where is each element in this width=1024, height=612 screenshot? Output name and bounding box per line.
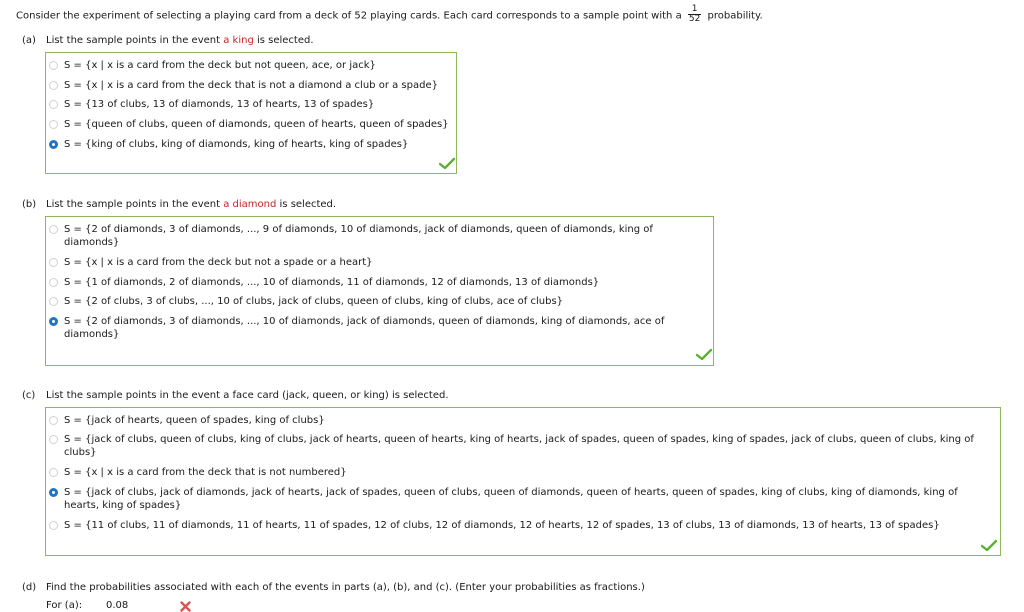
- radio-button[interactable]: [49, 61, 58, 70]
- prompt-a-pre: List the sample points in the event: [46, 35, 224, 46]
- intro-text: Consider the experiment of selecting a playing card from a deck of 52 playing cards. Each card corresponds to a sample point with a: [16, 10, 682, 22]
- option-text: S = {x | x is a card from the deck that is not a diamond a club or a spade}: [64, 80, 438, 91]
- answer-input-a[interactable]: 0.08: [106, 600, 129, 611]
- radio-button-selected[interactable]: [49, 140, 58, 149]
- prompt-b-highlight: a diamond: [223, 199, 277, 210]
- radio-button[interactable]: [49, 258, 58, 267]
- correct-check-icon: [696, 348, 712, 360]
- answer-box-b: [45, 216, 714, 366]
- radio-button[interactable]: [49, 225, 58, 234]
- option-text: S = {king of clubs, king of diamonds, king of hearts, king of spades}: [64, 139, 409, 150]
- radio-button[interactable]: [49, 278, 58, 287]
- prompt-c: List the sample points in the event a face card (jack, queen, or king) is selected.: [46, 390, 449, 401]
- radio-button-selected[interactable]: [49, 317, 58, 326]
- correct-check-icon: [981, 539, 997, 551]
- radio-button[interactable]: [49, 521, 58, 530]
- incorrect-x-icon: [180, 601, 191, 612]
- option-text: S = {13 of clubs, 13 of diamonds, 13 of hearts, 13 of spades}: [64, 99, 375, 110]
- correct-check-icon: [439, 157, 455, 169]
- radio-button-selected[interactable]: [49, 488, 58, 497]
- option-a-2[interactable]: [49, 79, 438, 92]
- option-c-3[interactable]: [49, 466, 347, 479]
- option-text: S = {jack of clubs, jack of diamonds, jack of hearts, jack of spades, queen of clubs, queen of diamonds, queen of hearts, queen of spades, king of clubs, king of diamonds, king of hearts, king of spades}: [64, 487, 958, 511]
- part-label-c: (c): [22, 390, 36, 401]
- option-c-2[interactable]: [49, 433, 984, 459]
- option-text: S = {queen of clubs, queen of diamonds, queen of hearts, queen of spades}: [64, 119, 449, 130]
- problem-intro: [16, 6, 763, 25]
- fraction-numerator: 1: [688, 5, 701, 15]
- option-b-3[interactable]: [49, 276, 599, 289]
- part-label-a: (a): [22, 35, 36, 46]
- option-a-4[interactable]: [49, 118, 449, 131]
- option-text: S = {2 of diamonds, 3 of diamonds, ..., 9 of diamonds, 10 of diamonds, jack of diamonds, queen of diamonds, king of diamonds}: [64, 224, 653, 248]
- answer-label-a: For (a):: [46, 600, 83, 611]
- option-b-5[interactable]: [49, 315, 689, 341]
- option-b-1[interactable]: [49, 223, 689, 249]
- option-text: S = {jack of clubs, queen of clubs, king of clubs, jack of hearts, queen of hearts, king of hearts, jack of spades, queen of spades, king of spades, jack of clubs, queen of clubs, king of clubs}: [64, 434, 974, 458]
- option-text: S = {x | x is a card from the deck but not queen, ace, or jack}: [64, 60, 376, 71]
- option-text: S = {1 of diamonds, 2 of diamonds, ..., 10 of diamonds, 11 of diamonds, 12 of diamonds, 13 of diamonds}: [64, 277, 600, 288]
- radio-button[interactable]: [49, 81, 58, 90]
- question-a: [22, 35, 314, 46]
- option-text: S = {2 of diamonds, 3 of diamonds, ..., 10 of diamonds, jack of diamonds, queen of diamonds, king of diamonds, ace of diamonds}: [64, 316, 665, 340]
- prompt-b-pre: List the sample points in the event: [46, 199, 224, 210]
- prompt-a-post: is selected.: [253, 35, 314, 46]
- option-c-4[interactable]: [49, 486, 974, 512]
- prompt-b-post: is selected.: [276, 199, 337, 210]
- prompt-a-highlight: a king: [223, 35, 254, 46]
- radio-button[interactable]: [49, 100, 58, 109]
- option-c-1[interactable]: [49, 414, 325, 427]
- option-text: S = {x | x is a card from the deck that is not numbered}: [64, 467, 347, 478]
- question-d: [22, 582, 645, 593]
- question-b: [22, 199, 336, 210]
- part-label-d: (d): [22, 582, 37, 593]
- radio-button[interactable]: [49, 120, 58, 129]
- radio-button[interactable]: [49, 435, 58, 444]
- option-a-1[interactable]: [49, 59, 376, 72]
- radio-button[interactable]: [49, 416, 58, 425]
- option-text: S = {x | x is a card from the deck but not a spade or a heart}: [64, 257, 373, 268]
- option-b-2[interactable]: [49, 256, 373, 269]
- probability-fraction: [688, 5, 701, 24]
- intro-tail: probability.: [707, 10, 763, 22]
- radio-button[interactable]: [49, 297, 58, 306]
- option-a-3[interactable]: [49, 98, 374, 111]
- option-text: S = {11 of clubs, 11 of diamonds, 11 of hearts, 11 of spades, 12 of clubs, 12 of diamonds, 12 of hearts, 12 of spades, 13 of clubs, 13 of diamonds, 13 of hearts, 13 of spades}: [64, 520, 940, 531]
- answer-box-c: [45, 407, 1001, 556]
- option-text: S = {jack of hearts, queen of spades, king of clubs}: [64, 415, 325, 426]
- question-c: [22, 390, 449, 401]
- fraction-denominator: 52: [688, 14, 701, 24]
- answer-box-a: [45, 52, 457, 174]
- option-b-4[interactable]: [49, 295, 563, 308]
- option-c-5[interactable]: [49, 519, 940, 532]
- option-a-5[interactable]: [49, 138, 408, 151]
- prompt-d: Find the probabilities associated with each of the events in parts (a), (b), and (c). (Enter your probabilities as fractions.): [46, 582, 645, 593]
- radio-button[interactable]: [49, 468, 58, 477]
- part-label-b: (b): [22, 199, 37, 210]
- option-text: S = {2 of clubs, 3 of clubs, ..., 10 of clubs, jack of clubs, queen of clubs, king of clubs, ace of clubs}: [64, 296, 564, 307]
